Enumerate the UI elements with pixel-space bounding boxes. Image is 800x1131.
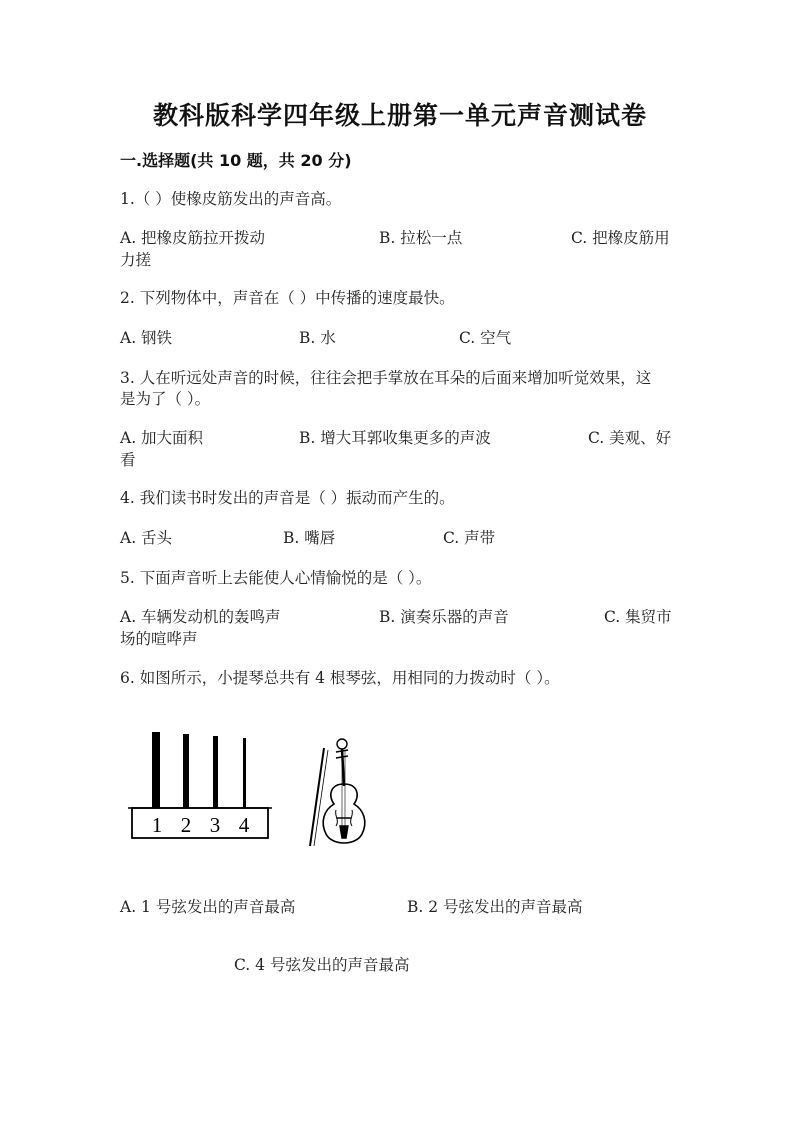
string-label-2: 2 xyxy=(180,813,192,837)
string-label-4: 4 xyxy=(238,813,250,837)
question-6-option-a: A. 1 号弦发出的声音最高 xyxy=(120,898,296,916)
question-3-stem-line-2: 是为了（ ）。 xyxy=(120,390,211,408)
question-3-option-c: C. 美观、好 xyxy=(588,429,672,447)
question-1-stem: 1.（ ）使橡皮筋发出的声音高。 xyxy=(120,190,342,208)
question-6-figure xyxy=(120,720,400,860)
question-3-option-b: B. 增大耳郭收集更多的声波 xyxy=(299,429,491,447)
question-2-option-a: A. 钢铁 xyxy=(120,329,173,347)
question-3-option-a: A. 加大面积 xyxy=(120,429,204,447)
string-label-1: 1 xyxy=(151,813,163,837)
question-2-option-b: B. 水 xyxy=(299,329,336,347)
question-4-option-c: C. 声带 xyxy=(443,529,496,547)
string-label-3: 3 xyxy=(209,813,221,837)
question-3-option-c-wrap: 看 xyxy=(120,451,136,469)
question-4-option-b: B. 嘴唇 xyxy=(283,529,336,547)
question-1-option-b: B. 拉松一点 xyxy=(379,229,463,247)
question-6-option-c: C. 4 号弦发出的声音最高 xyxy=(234,956,410,974)
question-4-option-a: A. 舌头 xyxy=(120,529,173,547)
question-5-option-c-wrap: 场的喧哗声 xyxy=(120,630,198,648)
question-6-stem: 6. 如图所示，小提琴总共有 4 根琴弦，用相同的力拨动时（ ）。 xyxy=(120,669,560,687)
violin-icon xyxy=(310,739,365,846)
question-1-option-c-wrap: 力搓 xyxy=(120,251,152,269)
question-2-option-c: C. 空气 xyxy=(459,329,512,347)
question-5-option-c: C. 集贸市 xyxy=(604,608,672,626)
question-4-stem: 4. 我们读书时发出的声音是（ ）振动而产生的。 xyxy=(120,489,455,507)
question-5-option-a: A. 车辆发动机的轰鸣声 xyxy=(120,608,281,626)
question-6-option-b: B. 2 号弦发出的声音最高 xyxy=(407,898,583,916)
question-5-option-b: B. 演奏乐器的声音 xyxy=(379,608,509,626)
question-1-option-c: C. 把橡皮筋用 xyxy=(571,229,670,247)
section-heading: 一.选择题(共 10 题，共 20 分) xyxy=(120,151,352,170)
page-title: 教科版科学四年级上册第一单元声音测试卷 xyxy=(152,101,647,130)
question-1-option-a: A. 把橡皮筋拉开拨动 xyxy=(120,229,266,247)
violin-strings-diagram xyxy=(128,732,272,838)
question-5-stem: 5. 下面声音听上去能使人心情愉悦的是（ ）。 xyxy=(120,569,432,587)
question-2-stem: 2. 下列物体中，声音在（ ）中传播的速度最快。 xyxy=(120,289,455,307)
question-3-stem-line-1: 3. 人在听远处声音的时候，往往会把手掌放在耳朵的后面来增加听觉效果，这 xyxy=(120,369,652,387)
